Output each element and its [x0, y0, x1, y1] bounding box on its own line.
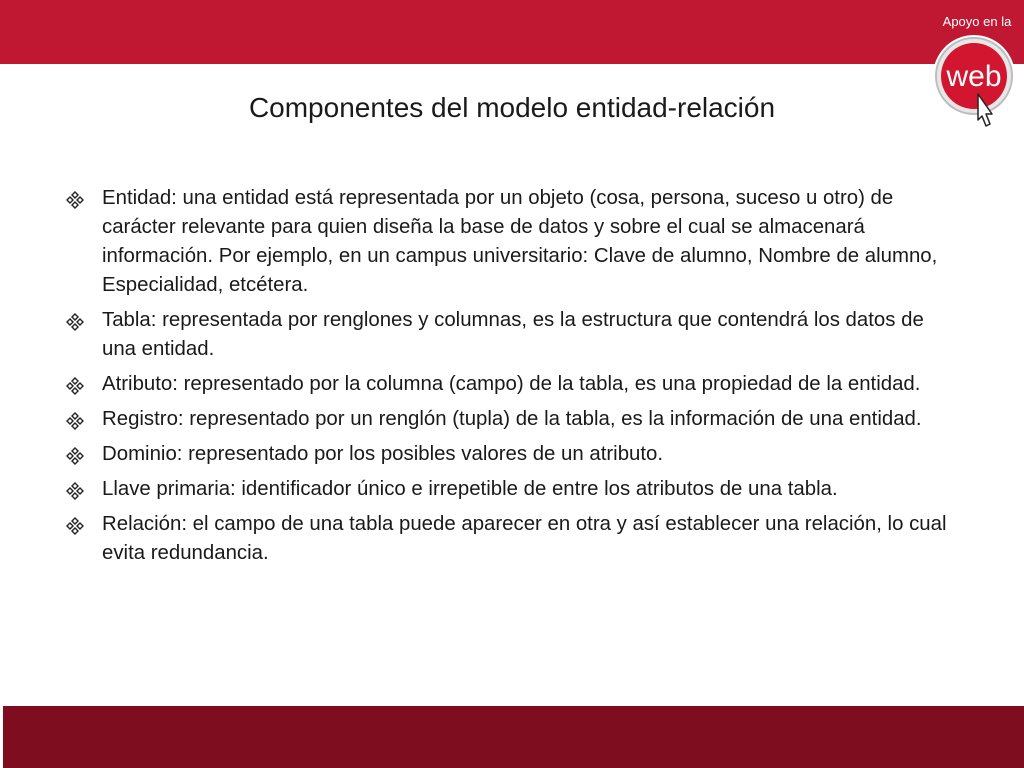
footer-edge-divider — [0, 706, 3, 768]
four-diamond-bullet-icon — [66, 191, 84, 209]
list-item-text: Entidad: una entidad está representada por un objeto (cosa, persona, suceso u otro) de carácter relevante para quien diseña la base de datos y sobre el cual se almacenará información. Por ejemplo, en un campus universitario: Clave de alumno, Nombre de alumno, Especialidad, etcétera. — [102, 187, 938, 296]
slide-title: Componentes del modelo entidad-relación — [248, 92, 776, 123]
four-diamond-bullet-icon — [66, 412, 84, 430]
four-diamond-bullet-icon — [66, 517, 84, 535]
list-item — [62, 405, 962, 434]
list-item — [62, 306, 962, 364]
list-item — [62, 510, 962, 568]
four-diamond-bullet-icon — [66, 482, 84, 500]
list-item-text: Tabla: representada por renglones y columnas, es la estructura que contendrá los datos de una entidad. — [102, 309, 924, 360]
logo-word: web — [946, 60, 1002, 93]
bullet-list — [62, 184, 962, 574]
four-diamond-bullet-icon — [66, 313, 84, 331]
list-item-text: Dominio: representado por los posibles valores de un atributo. — [102, 443, 664, 465]
list-item — [62, 184, 962, 300]
list-item — [62, 440, 962, 469]
list-item-text: Llave primaria: identificador único e irrepetible de entre los atributos de una tabla. — [102, 478, 838, 500]
list-item-text: Registro: representado por un renglón (tupla) de la tabla, es la información de una entidad. — [102, 408, 922, 430]
footer-band — [0, 706, 1024, 768]
list-item-text: Atributo: representado por la columna (campo) de la tabla, es una propiedad de la entidad. — [102, 373, 921, 395]
four-diamond-bullet-icon — [66, 377, 84, 395]
four-diamond-bullet-icon — [66, 447, 84, 465]
list-item-text: Relación: el campo de una tabla puede aparecer en otra y así establecer una relación, lo cual evita redundancia. — [102, 513, 947, 564]
list-item — [62, 370, 962, 399]
logo-caption: Apoyo en la — [942, 14, 1012, 29]
list-item — [62, 475, 962, 504]
header-band — [0, 0, 1024, 64]
